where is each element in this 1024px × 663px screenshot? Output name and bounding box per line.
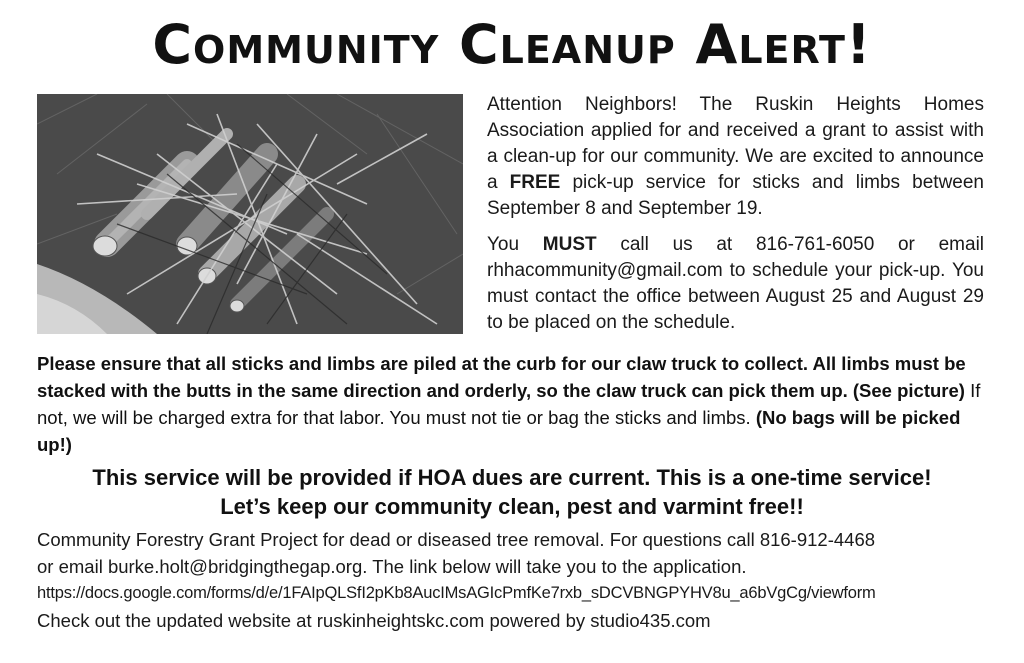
footer-line-1: Community Forestry Grant Project for dead or diseased tree removal. For questions call 816-912-4468 [37,529,876,550]
free-emphasis: FREE [509,172,561,193]
intro-p2-text-end: call us at 816-761-6050 or email rhhacommunity@gmail.com to schedule your pick-up. You must contact the office between August 25 and August 29 to be placed on the schedule. [487,234,985,333]
application-link[interactable]: https://docs.google.com/forms/d/e/1FAIpQLSfI2pKb8AucIMsAGIcPmfKe7rxb_sDCVBNGPYHV8u_a6bVgCg/viewform [37,584,876,602]
intro-p2-text: You [487,234,543,255]
intro-p1-text: Attention Neighbors! The Ruskin Heights Homes Association applied for and received a grant to assist with a clean-up for our community. We are excited to announce a [487,94,984,193]
brush-pile-icon [37,94,463,334]
pile-instructions [37,350,992,458]
instructions-text: If not, we will be charged extra for that labor. You must not tie or bag the sticks and limbs. [37,380,981,428]
intro-p1-text-end: pick-up service for sticks and limbs between September 8 and September 19. [487,172,984,219]
notice-line-2: Let’s keep our community clean, pest and varmint free!! [220,494,804,519]
brush-pile-photo [37,94,463,334]
intro-paragraph-2 [487,232,984,336]
footer-info [37,526,997,634]
notice-line-1: This service will be provided if HOA dues are current. This is a one-time service! [92,465,932,490]
no-bags-note: (No bags will be picked up!) [37,407,961,455]
intro-paragraph-1 [487,92,984,222]
must-emphasis: MUST [542,234,597,255]
service-notice [0,463,1024,521]
page-title: Community Cleanup Alert! [152,13,872,76]
instructions-bold-text: Please ensure that all sticks and limbs are piled at the curb for our claw truck to collect. All limbs must be stacked with the butts in the same direction and orderly, so the claw truck can pick them up. (See picture) [37,353,966,401]
intro-text [487,92,984,346]
footer-website-line: Check out the updated website at ruskinheightskc.com powered by studio435.com [37,610,711,631]
footer-line-2: or email burke.holt@bridgingthegap.org. The link below will take you to the application. [37,556,747,577]
